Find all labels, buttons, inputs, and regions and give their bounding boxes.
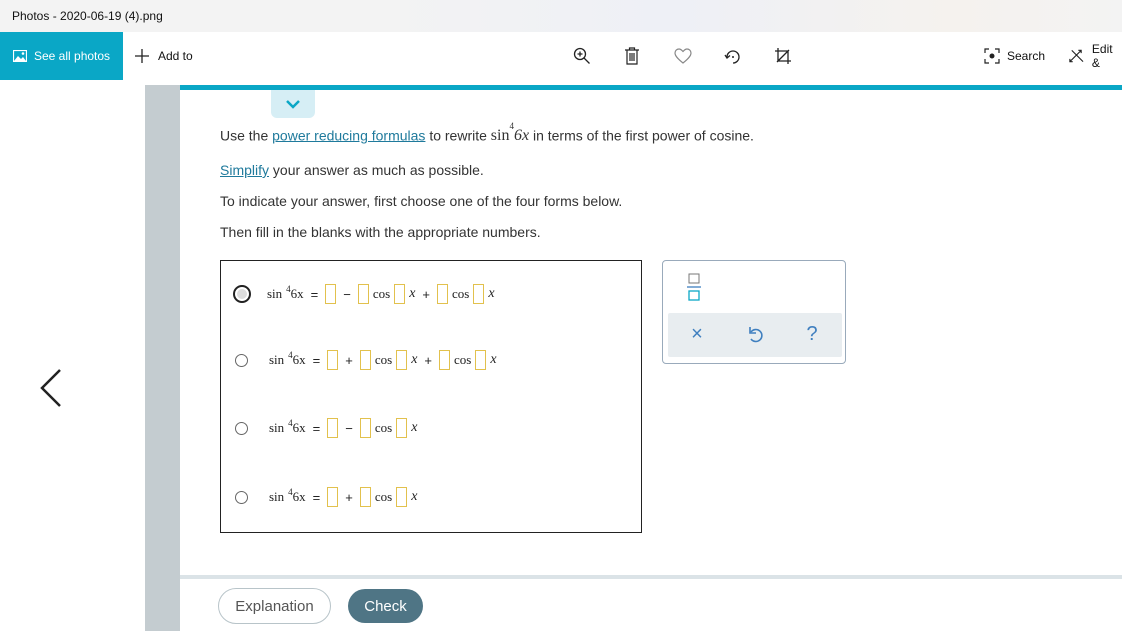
- delete-icon[interactable]: [622, 46, 642, 66]
- edit-create-button[interactable]: [1068, 32, 1122, 80]
- collapse-tab[interactable]: [271, 90, 315, 118]
- undo-icon[interactable]: [742, 321, 768, 347]
- fraction-icon[interactable]: [687, 273, 701, 306]
- bottom-divider: [180, 575, 1122, 579]
- plus-icon: [134, 48, 150, 64]
- keypad-actions: [668, 313, 842, 357]
- rotate-icon[interactable]: [723, 46, 743, 66]
- crop-icon[interactable]: [773, 46, 793, 66]
- instruction-text: Use the: [220, 127, 269, 144]
- blank-input[interactable]: [394, 284, 405, 304]
- choice-1[interactable]: [235, 284, 495, 304]
- add-to-label: Add to: [158, 49, 193, 63]
- blank-input[interactable]: [327, 487, 338, 507]
- choice-2-equation: sin $^4$ 6x = + cos x + cos x: [269, 350, 497, 370]
- blank-input[interactable]: [396, 350, 407, 370]
- check-button[interactable]: Check: [348, 589, 423, 623]
- search-button[interactable]: [984, 32, 1045, 80]
- instruction-line-2: [220, 162, 484, 178]
- chevron-left-icon: [36, 366, 66, 410]
- blank-input[interactable]: [327, 418, 338, 438]
- choice-4[interactable]: [235, 487, 417, 507]
- radio-choice-1[interactable]: [233, 285, 251, 303]
- left-rail: [145, 85, 180, 631]
- toolbar: [0, 32, 1122, 80]
- explanation-button[interactable]: Explanation: [218, 588, 331, 624]
- power-reducing-link[interactable]: power reducing formulas: [272, 127, 426, 144]
- see-all-label: See all photos: [34, 49, 111, 63]
- blank-input[interactable]: [360, 350, 371, 370]
- blank-input[interactable]: [396, 418, 407, 438]
- blank-input[interactable]: [396, 487, 407, 507]
- instruction-text: to rewrite: [429, 127, 487, 144]
- choice-3[interactable]: [235, 418, 417, 438]
- edit-icon: [1068, 48, 1085, 64]
- accent-bar: [180, 85, 1122, 90]
- blank-input[interactable]: [360, 487, 371, 507]
- blank-input[interactable]: [360, 418, 371, 438]
- blank-input[interactable]: [437, 284, 448, 304]
- choice-2[interactable]: [235, 350, 497, 370]
- photos-icon: [13, 50, 27, 62]
- instruction-line-1: [220, 121, 754, 145]
- blank-input[interactable]: [327, 350, 338, 370]
- answer-choices: [220, 260, 642, 533]
- instruction-text: in terms of the first power of cosine.: [532, 127, 754, 144]
- blank-input[interactable]: [358, 284, 369, 304]
- math-keypad: [662, 260, 846, 364]
- radio-choice-2[interactable]: [235, 354, 248, 367]
- see-all-photos-button[interactable]: [0, 32, 123, 80]
- edit-label: Edit &: [1091, 42, 1113, 70]
- blank-input[interactable]: [475, 350, 486, 370]
- search-label: Search: [1007, 49, 1046, 63]
- help-button[interactable]: ?: [806, 322, 818, 345]
- choice-4-equation: sin $^4$ 6x = + cos x: [269, 487, 417, 507]
- chevron-down-icon: [285, 99, 301, 109]
- choice-3-equation: sin $^4$ 6x = − cos x: [269, 418, 417, 438]
- blank-input[interactable]: [325, 284, 336, 304]
- choice-1-equation: sin $^4$ 6x = − cos x + cos x: [267, 284, 495, 304]
- blank-input[interactable]: [473, 284, 484, 304]
- instruction-text: your answer as much as possible.: [272, 162, 484, 178]
- zoom-in-icon[interactable]: [572, 46, 592, 66]
- instruction-line-4: Then fill in the blanks with the appropriate numbers.: [220, 224, 541, 240]
- clear-button[interactable]: ×: [691, 322, 703, 345]
- expression-sin: $\sin^46x$: [490, 121, 530, 145]
- blank-input[interactable]: [439, 350, 450, 370]
- visual-search-icon: [984, 48, 1000, 64]
- window-title: Photos - 2020-06-19 (4).png: [0, 0, 1122, 32]
- instruction-line-3: To indicate your answer, first choose one of the four forms below.: [220, 193, 623, 209]
- radio-choice-3[interactable]: [235, 422, 248, 435]
- radio-choice-4[interactable]: [235, 491, 248, 504]
- simplify-link[interactable]: Simplify: [220, 162, 270, 178]
- add-to-button[interactable]: [134, 32, 193, 80]
- favorite-icon[interactable]: [673, 46, 693, 66]
- previous-photo-arrow[interactable]: [36, 366, 66, 410]
